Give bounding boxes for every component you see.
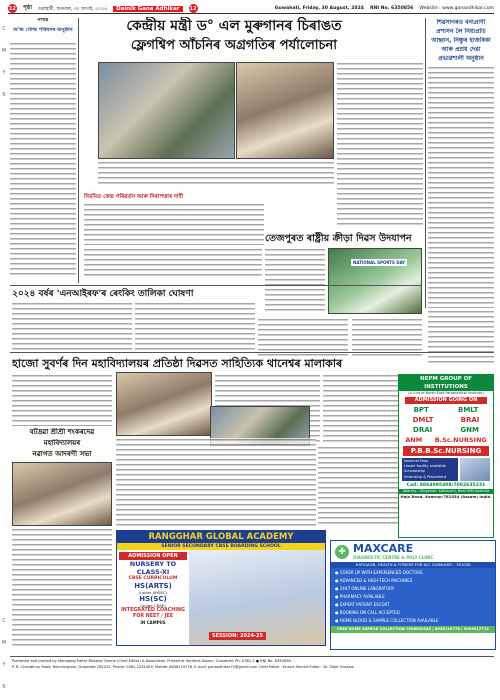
course-dmlt: DMLT — [412, 416, 434, 424]
rangghar-campus-photo — [189, 550, 325, 646]
maxcare-feature-1-text: COVER UP WITH EXPERIENCED DOCTORS — [339, 570, 423, 575]
right-headline-line4: আৰু প্ৰশ্ৰয় দেৱা — [441, 46, 481, 53]
nepm-phone: Call: 8864995408/7002635231 — [406, 482, 486, 488]
footer-rule — [10, 656, 494, 657]
left-column-body — [10, 42, 76, 275]
maxcare-feature-2: ● ADVANCED & HIGH-TECH MACHINES — [335, 578, 413, 583]
course-drai: DRAI — [413, 426, 433, 434]
sports-body — [265, 248, 325, 314]
rangghar-stream1-note: (under AHSEC) — [138, 590, 168, 595]
footer-line-2: P. R. Chaudhury Road, Rukminigaon, Guwahati-781022. Phone: 0361-2231459, Mobile: 8638119776. E-mail: ganaadhikar72@gmail.com Chief Editor : Khasir Ahmed Editor : Dr. Zakir Hussain — [12, 665, 355, 669]
right-headline-line1: শিৱসাগৰত বন্যপ্ৰাণী — [436, 19, 486, 26]
nepm-feature-list — [402, 458, 458, 481]
column-divider — [78, 18, 79, 283]
course-gnm: GNM — [460, 426, 479, 434]
nepm-courses-row2 — [399, 415, 493, 425]
rangghar-integrated: INTEGRATED COACHING FOR NEET / JEE — [121, 608, 185, 619]
maxcare-feature-6: ● BOOKING ON CALL ACCEPTED — [335, 610, 400, 615]
rangghar-subtitle: SENIOR SECONDARY CBSE BOARDING SCHOOL — [117, 543, 325, 550]
maxcare-ad — [330, 540, 496, 650]
maxcare-cross-icon: ✚ — [335, 545, 349, 559]
rangghar-body — [117, 550, 325, 646]
rangghar-stream2-note: (under CBSE) — [140, 603, 166, 608]
lead-photo-delegates — [236, 62, 334, 159]
nepm-feature-4: Internship & Placement — [404, 474, 447, 479]
nepm-address-1: Address : Singimari, Kahikuchi, Near IBM Institute — [399, 489, 493, 494]
college-body-left — [12, 374, 112, 426]
rangghar-stream1: HS(ARTS) — [134, 582, 172, 590]
maxcare-bottom-banner: FREE HOME SAMPLE COLLECTION 7636002545 | 8638119776 | 9099917772 — [331, 626, 495, 633]
course-brai: BRAI — [460, 416, 480, 424]
nepm-courses-row4 — [399, 435, 493, 445]
lead-body-right — [337, 62, 423, 227]
bottom-left-body — [12, 528, 112, 646]
maxcare-title: MAXCARE — [353, 542, 414, 555]
maxcare-feature-1: ● COVER UP WITH EXPERIENCED DOCTORS — [335, 570, 423, 575]
maxcare-feature-7-text: HOME BLOOD & SAMPLE COLLECTION AVAILABLE — [339, 618, 439, 623]
ranking-body-col3 — [258, 318, 348, 356]
rangghar-title: RANGGHAR GLOBAL ACADEMY — [117, 531, 325, 543]
website-link[interactable]: Website : www.ganaadhikar.com — [419, 6, 494, 11]
secondary-headline: নিয়মিত কেন্দ্ৰ পৰিৱৰ্তন আৰু নিৰাপত্তাৰ দাবী — [84, 194, 184, 200]
maxcare-feature-6-text: BOOKING ON CALL ACCEPTED — [339, 610, 400, 615]
cmyk-k: K — [2, 92, 6, 98]
maxcare-feature-3: ● 24X7 ONLINE LABORATORY — [335, 586, 395, 591]
maxcare-feature-4-text: PHARMACY AVAILABLE — [339, 594, 385, 599]
maxcare-header — [331, 541, 495, 562]
cmyk-marks-bottom — [1, 610, 7, 698]
nepm-courses-row1 — [399, 405, 493, 415]
nepm-photo — [460, 458, 490, 481]
college-body-lower — [116, 438, 316, 528]
ranking-body-col2 — [135, 302, 255, 350]
cmyk-y-bottom: Y — [2, 662, 6, 668]
bottom-left-headline-3: নৱাগত আদৰণী সভা — [32, 450, 92, 458]
nepm-feature-1: Nominal Fees — [404, 459, 429, 463]
ranking-headline: ২০২৪ বৰ্ষৰ 'এনআইৰফ'ৰ ৰেংকিং তালিকা ঘোষণা — [12, 289, 194, 299]
bottom-left-headline-2: মহাবিদ্যালয়ৰ — [43, 439, 81, 447]
rangghar-offer — [117, 550, 189, 646]
nepm-courses-row3 — [399, 425, 493, 435]
right-column-divider — [425, 18, 426, 308]
nepm-features — [402, 458, 490, 481]
footer-line-1: Published and printed by Managing Editor Bhaskar Sarma (Chief Editor) & Associates. Printed at Sentinel Assam, Guwahati. Ph: 0361-2 ● RNI No. 6350856. — [12, 659, 292, 663]
cmyk-c-bottom: C — [2, 618, 6, 624]
rni-number: RNI No. 6350856 — [369, 6, 414, 11]
section-rule-2 — [10, 352, 494, 353]
bottom-left-headline-1: বটদ্ৰৱা শ্ৰীশ্ৰী শংকৰদেৱ — [29, 428, 95, 436]
cmyk-marks-top — [1, 18, 7, 106]
maxcare-subtitle: DIAGNOSTIC CENTRE & POLY CLINIC — [353, 555, 434, 560]
maxcare-tagline: HATIGAON, HEALTH & FITNESS FOR ALL GUWAHATI - 781038 — [331, 562, 495, 568]
secondary-body — [84, 203, 264, 245]
maxcare-features — [331, 568, 495, 626]
maxcare-feature-7: ● HOME BLOOD & SAMPLE COLLECTION AVAILABLE — [335, 618, 439, 623]
rangghar-classes: NURSERY TO CLASS-XI — [129, 560, 177, 576]
rangghar-board: CBSE CURRICULUM — [128, 576, 178, 581]
lead-body-under-photo — [98, 161, 334, 187]
right-headline-line3: আহ্বান, নিষ্ণুৰ হাজৰিকা — [431, 37, 491, 44]
college-photo-1 — [116, 372, 212, 436]
rangghar-session: SESSION: 2024-25 — [209, 632, 266, 640]
ranking-body-col1 — [12, 302, 132, 350]
course-pbbsc-nursing: P.B.B.Sc.NURSING — [403, 446, 489, 456]
page-number-badge: 12 — [9, 5, 16, 12]
sports-photo — [328, 248, 422, 314]
left-kicker: নগাঁৱ — [37, 18, 49, 23]
dateline-english: Guwahati, Friday, 30 August, 2024 — [274, 6, 364, 11]
dateline-assamese: গুৱাহাটী, শুক্ৰবাৰ, ৩০ আগষ্ট, ২০২৪ — [37, 6, 108, 12]
nepm-feature-3: Scholarship — [404, 469, 425, 474]
course-bmlt: BMLT — [458, 406, 479, 414]
cmyk-k-bottom: K — [2, 684, 6, 690]
rangghar-note: IN CAMPUS — [140, 620, 166, 625]
nepm-ad — [398, 374, 494, 538]
publication-name: Dainik Gana Adhikar — [113, 6, 182, 12]
secondary-body-continued — [84, 248, 262, 278]
section-rule — [10, 285, 422, 286]
course-bpt: BPT — [413, 406, 429, 414]
maxcare-feature-4: ● PHARMACY AVAILABLE — [335, 594, 385, 599]
lead-photo-meeting — [98, 62, 235, 159]
rangghar-open: ADMISSION OPEN — [119, 552, 187, 560]
right-column-body — [428, 66, 494, 308]
maxcare-feature-5: ● EXPERT PATIENT ESCORT — [335, 602, 390, 607]
cmyk-m: M — [1, 48, 7, 54]
sports-headline: তেজপুৰত ৰাষ্ট্ৰীয় ক্ৰীড়া দিৱস উদযাপন — [265, 233, 412, 244]
nepm-feature-2: Hostel facility available — [404, 464, 446, 469]
right-headline-line5: প্ৰভাৱশালী অনুষ্ঠান — [438, 55, 484, 62]
lead-headline-line1: কেন্দ্ৰীয় মন্ত্ৰী ড° এল মুৰুগানৰ চিৰাঙত — [126, 18, 342, 34]
course-anm: ANM — [405, 436, 423, 444]
maxcare-feature-3-text: 24X7 ONLINE LABORATORY — [339, 586, 395, 591]
nepm-admission-banner: ADMISSION GOING ON — [405, 397, 487, 404]
bottom-left-photo — [12, 462, 112, 526]
nepm-address-2: Hajo Road, Kamrup-781034 (Assam) India. — [400, 493, 492, 499]
college-headline: হাজো সুবৰ্ণৰ দিন মহাবিদ্যালয়ৰ প্ৰতিষ্ঠা দিৱসত সাহিত্যিক থানেশ্বৰ মালাকাৰ — [12, 357, 343, 370]
left-headline: অ'ল্ড গোল্ড পৰিষদৰ অনুষ্ঠান — [13, 27, 73, 33]
nepm-title: NEPM GROUP OF INSTITUTIONS — [399, 375, 493, 391]
course-bsc-nursing: B.Sc.NURSING — [434, 436, 487, 444]
nepm-subtitle: (A Unit of North East Paramedical Institute) — [408, 391, 484, 395]
cmyk-m-bottom: M — [1, 640, 7, 646]
cmyk-c: C — [2, 26, 6, 32]
sports-banner: NATIONAL SPORTS DAY — [353, 260, 406, 265]
cmyk-y: Y — [2, 70, 6, 76]
section-brand: পৃষ্ঠা — [23, 4, 32, 11]
rangghar-stream2: HS(SC) — [139, 595, 167, 603]
right-headline-line2: প্ৰশাসন লৈ নিয়াপ্ৰতি — [436, 28, 486, 35]
maxcare-feature-5-text: EXPERT PATIENT ESCORT — [339, 602, 390, 607]
page-number-badge-right: 12 — [189, 5, 197, 12]
maxcare-feature-2-text: ADVANCED & HIGH-TECH MACHINES — [339, 578, 413, 583]
ranking-body-col4 — [352, 318, 422, 356]
page-header — [8, 4, 494, 14]
lead-headline-line2: ফ্লেগশ্বিপ আঁচনিৰ অগ্ৰগতিৰ পৰ্যালোচনা — [130, 38, 338, 53]
rangghar-ad — [116, 530, 326, 646]
